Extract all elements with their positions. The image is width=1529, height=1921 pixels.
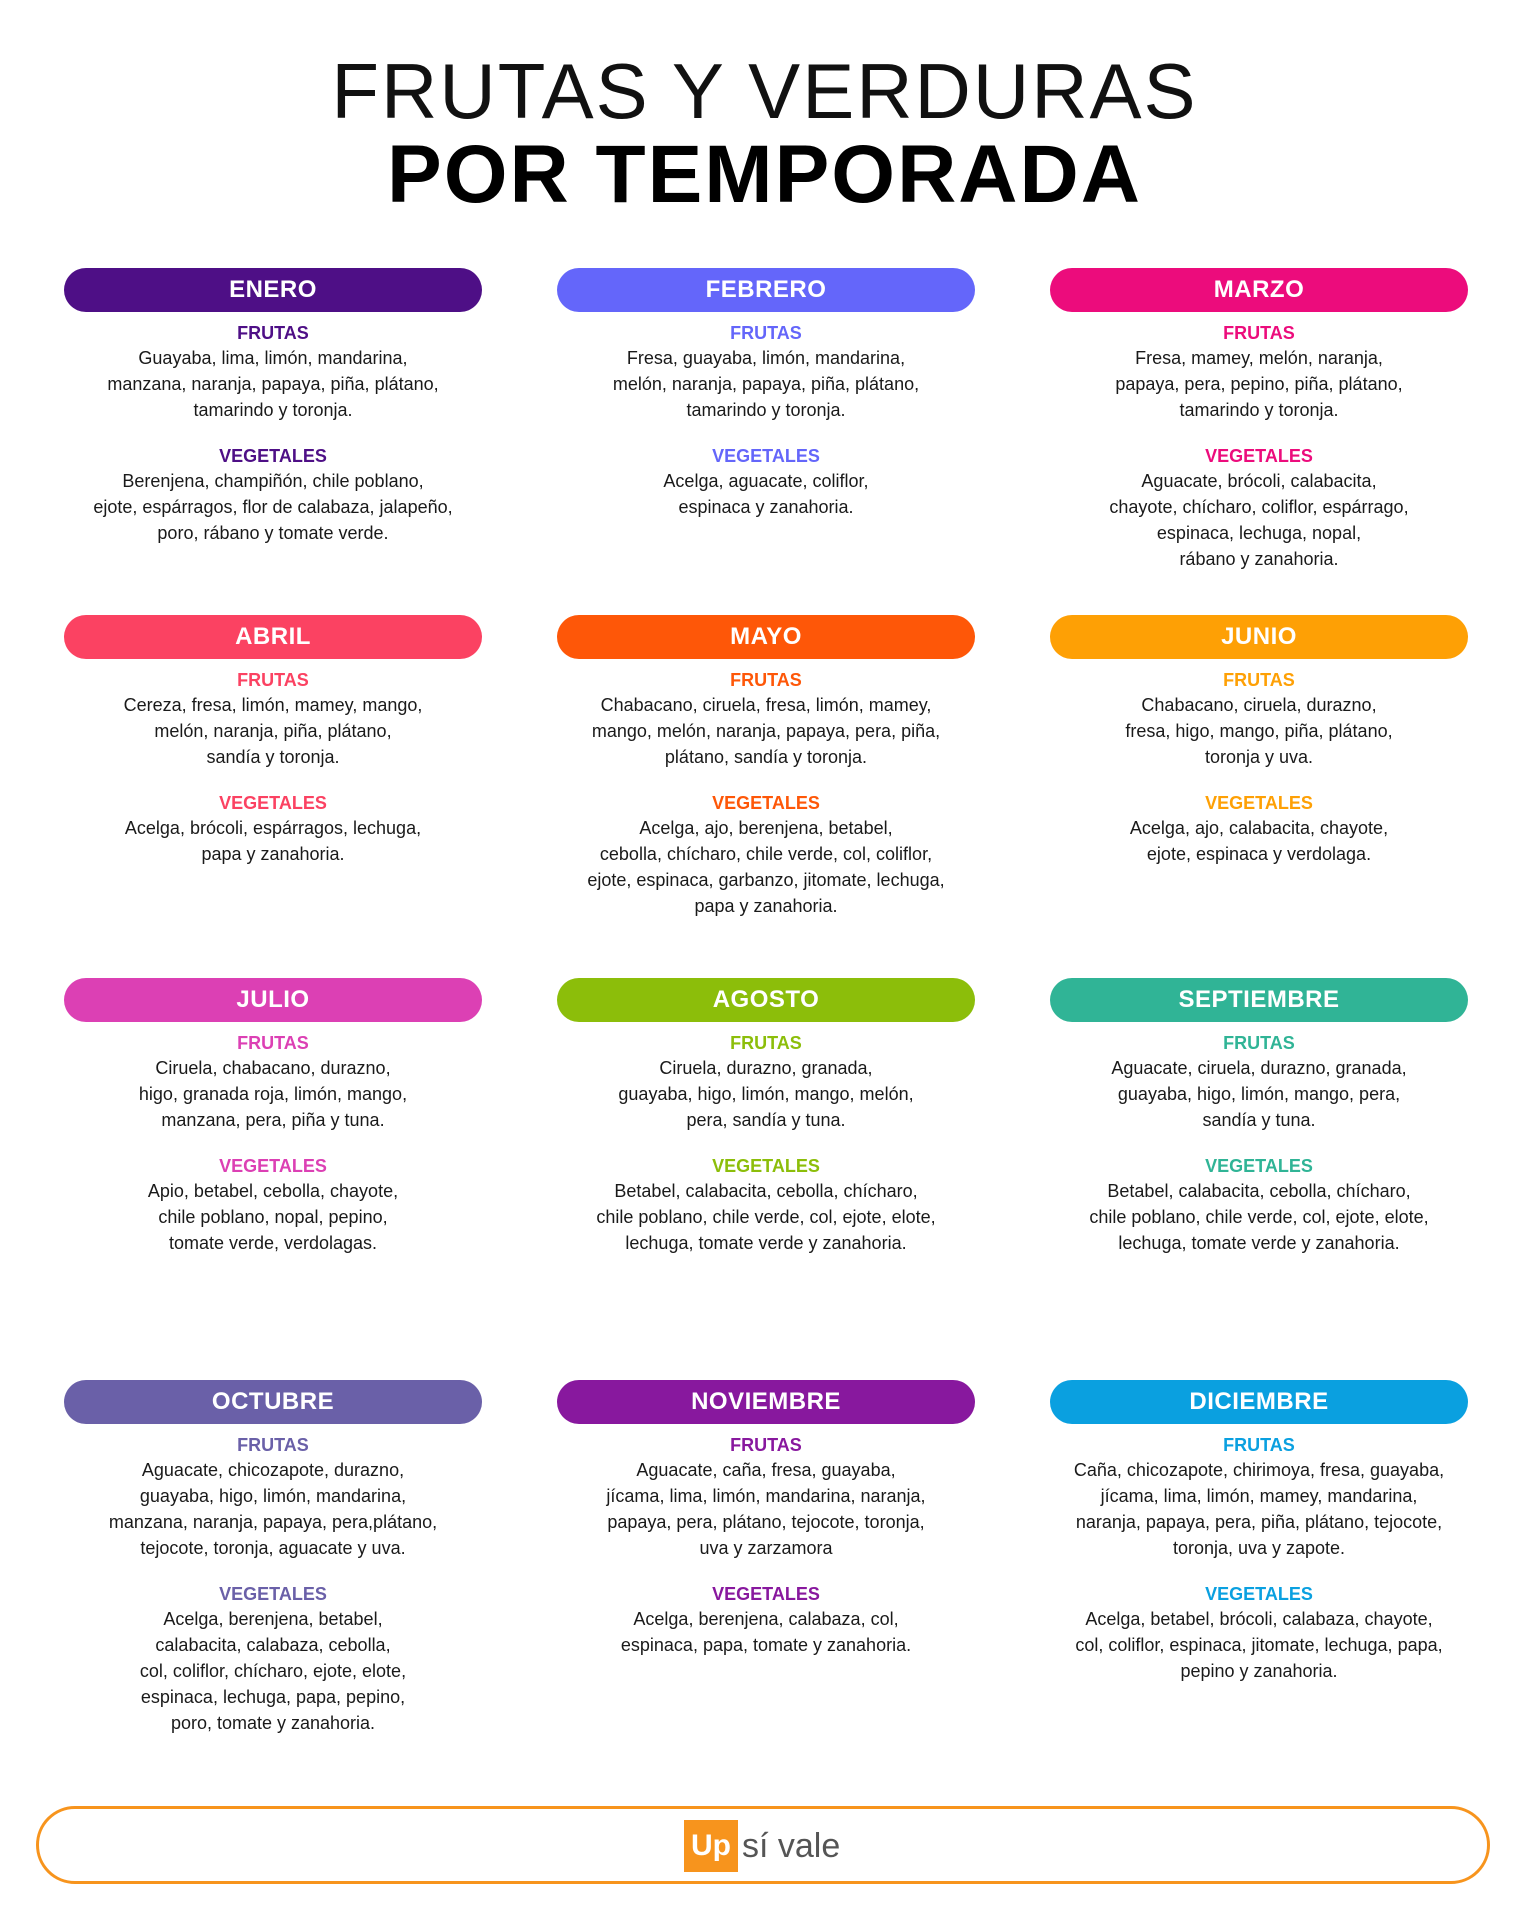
logo-wordmark: sí vale [742, 1827, 841, 1865]
title-line-1: FRUTAS Y VERDURAS [331, 47, 1198, 135]
month-pill: AGOSTO [557, 978, 975, 1022]
vegetables-list: Berenjena, champiñón, chile poblano, ejote, espárragos, flor de calabaza, jalapeño, poro, rábano y tomate verde. [93, 471, 453, 543]
fruits-label: FRUTAS [730, 1033, 802, 1053]
fruits-label: FRUTAS [730, 670, 802, 690]
logo-up-mark: Up [684, 1820, 738, 1872]
month-pill: ABRIL [64, 615, 482, 659]
fruits-list: Aguacate, chicozapote, durazno, guayaba, higo, limón, mandarina, manzana, naranja, papaya, pera,plátano, tejocote, toronja, aguacate y uva. [108, 1460, 438, 1558]
vegetables-label: VEGETALES [219, 446, 327, 466]
fruits-list: Chabacano, ciruela, fresa, limón, mamey, mango, melón, naranja, papaya, pera, piña, plátano, sandía y toronja. [591, 695, 941, 767]
fruits-label: FRUTAS [1223, 1435, 1295, 1455]
vegetables-list: Acelga, ajo, calabacita, chayote, ejote, espinaca y verdolaga. [1129, 818, 1389, 864]
vegetables-list: Acelga, ajo, berenjena, betabel, cebolla, chícharo, chile verde, col, coliflor, ejote, espinaca, garbanzo, jitomate, lechuga, papa y zanahoria. [587, 818, 945, 916]
fruits-list: Fresa, guayaba, limón, mandarina, melón, naranja, papaya, piña, plátano, tamarindo y toronja. [612, 348, 920, 420]
vegetables-label: VEGETALES [712, 1584, 820, 1604]
fruits-label: FRUTAS [237, 323, 309, 343]
month-card-marzo [1050, 268, 1468, 572]
vegetables-label: VEGETALES [712, 446, 820, 466]
month-pill: OCTUBRE [64, 1380, 482, 1424]
vegetables-list: Acelga, brócoli, espárragos, lechuga, papa y zanahoria. [124, 818, 422, 864]
month-pill: SEPTIEMBRE [1050, 978, 1468, 1022]
vegetables-list: Aguacate, brócoli, calabacita, chayote, chícharo, coliflor, espárrago, espinaca, lechuga, nopal, rábano y zanahoria. [1109, 471, 1409, 569]
month-card-julio [64, 978, 482, 1256]
fruits-list: Ciruela, chabacano, durazno, higo, granada roja, limón, mango, manzana, pera, piña y tuna. [138, 1058, 408, 1130]
vegetables-list: Betabel, calabacita, cebolla, chícharo, chile poblano, chile verde, col, ejote, elote, lechuga, tomate verde y zanahoria. [1089, 1181, 1429, 1253]
fruits-label: FRUTAS [237, 670, 309, 690]
fruits-label: FRUTAS [1223, 670, 1295, 690]
month-card-junio [1050, 615, 1468, 867]
fruits-label: FRUTAS [1223, 1033, 1295, 1053]
month-card-septiembre [1050, 978, 1468, 1256]
vegetables-list: Acelga, berenjena, betabel, calabacita, calabaza, cebolla, col, coliflor, chícharo, ejote, elote, espinaca, lechuga, papa, pepino, poro, tomate y zanahoria. [139, 1609, 407, 1733]
month-card-enero [64, 268, 482, 546]
title-line-2: POR TEMPORADA [387, 129, 1142, 220]
month-card-agosto [557, 978, 975, 1256]
fruits-list: Cereza, fresa, limón, mamey, mango, melón, naranja, piña, plátano, sandía y toronja. [123, 695, 423, 767]
fruits-list: Aguacate, ciruela, durazno, granada, guayaba, higo, limón, mango, pera, sandía y tuna. [1111, 1058, 1407, 1130]
month-pill: MARZO [1050, 268, 1468, 312]
month-card-abril [64, 615, 482, 867]
fruits-label: FRUTAS [237, 1033, 309, 1053]
vegetables-label: VEGETALES [219, 1584, 327, 1604]
vegetables-label: VEGETALES [219, 793, 327, 813]
month-pill: JULIO [64, 978, 482, 1022]
month-pill: DICIEMBRE [1050, 1380, 1468, 1424]
vegetables-list: Betabel, calabacita, cebolla, chícharo, chile poblano, chile verde, col, ejote, elote, lechuga, tomate verde y zanahoria. [596, 1181, 936, 1253]
month-card-diciembre [1050, 1380, 1468, 1684]
month-card-febrero [557, 268, 975, 520]
fruits-label: FRUTAS [730, 323, 802, 343]
fruits-list: Aguacate, caña, fresa, guayaba, jícama, lima, limón, mandarina, naranja, papaya, pera, plátano, tejocote, toronja, uva y zarzamora [606, 1460, 926, 1558]
vegetables-list: Acelga, betabel, brócoli, calabaza, chayote, col, coliflor, espinaca, jitomate, lechuga, papa, pepino y zanahoria. [1075, 1609, 1443, 1681]
month-card-noviembre [557, 1380, 975, 1658]
fruits-label: FRUTAS [1223, 323, 1295, 343]
month-pill: FEBRERO [557, 268, 975, 312]
month-card-octubre [64, 1380, 482, 1736]
vegetables-label: VEGETALES [1205, 1584, 1313, 1604]
vegetables-list: Acelga, aguacate, coliflor, espinaca y zanahoria. [663, 471, 869, 517]
upsivale-logo [684, 1820, 840, 1872]
vegetables-list: Apio, betabel, cebolla, chayote, chile poblano, nopal, pepino, tomate verde, verdolagas. [147, 1181, 399, 1253]
month-card-mayo [557, 615, 975, 919]
fruits-list: Chabacano, ciruela, durazno, fresa, higo, mango, piña, plátano, toronja y uva. [1125, 695, 1393, 767]
vegetables-list: Acelga, berenjena, calabaza, col, espinaca, papa, tomate y zanahoria. [620, 1609, 912, 1655]
vegetables-label: VEGETALES [712, 1156, 820, 1176]
vegetables-label: VEGETALES [1205, 1156, 1313, 1176]
fruits-list: Guayaba, lima, limón, mandarina, manzana, naranja, papaya, piña, plátano, tamarindo y toronja. [107, 348, 439, 420]
vegetables-label: VEGETALES [1205, 446, 1313, 466]
month-pill: ENERO [64, 268, 482, 312]
fruits-list: Fresa, mamey, melón, naranja, papaya, pera, pepino, piña, plátano, tamarindo y toronja. [1115, 348, 1403, 420]
vegetables-label: VEGETALES [1205, 793, 1313, 813]
vegetables-label: VEGETALES [712, 793, 820, 813]
month-pill: NOVIEMBRE [557, 1380, 975, 1424]
vegetables-label: VEGETALES [219, 1156, 327, 1176]
fruits-label: FRUTAS [237, 1435, 309, 1455]
month-pill: MAYO [557, 615, 975, 659]
fruits-label: FRUTAS [730, 1435, 802, 1455]
month-pill: JUNIO [1050, 615, 1468, 659]
fruits-list: Caña, chicozapote, chirimoya, fresa, guayaba, jícama, lima, limón, mamey, mandarina, naranja, papaya, pera, piña, plátano, tejocote, toronja, uva y zapote. [1073, 1460, 1445, 1558]
fruits-list: Ciruela, durazno, granada, guayaba, higo, limón, mango, melón, pera, sandía y tuna. [618, 1058, 914, 1130]
